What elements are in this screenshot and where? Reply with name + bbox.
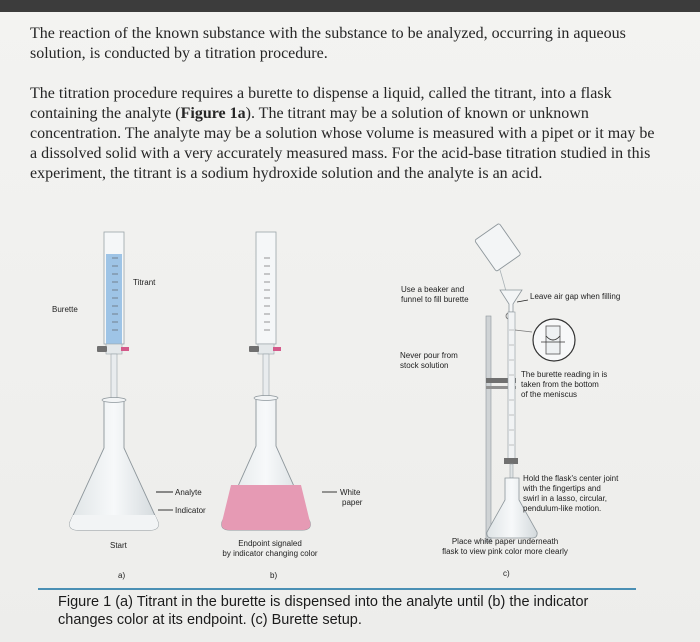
panel-label-b: b): [270, 571, 278, 580]
label-reading-2: taken from the bottom: [521, 380, 599, 389]
label-titrant: Titrant: [133, 278, 156, 287]
burette-c: [504, 312, 518, 478]
label-endpoint-1: Endpoint signaled: [238, 539, 302, 548]
label-neverpour-1: Never pour from: [400, 351, 458, 360]
label-airgap: Leave air gap when filling: [530, 292, 621, 301]
label-reading-3: of the meniscus: [521, 390, 578, 399]
pink-analyte-b: [222, 485, 311, 530]
label-place-2: flask to view pink color more clearly: [442, 547, 568, 556]
label-hold-4: pendulum-like motion.: [523, 504, 602, 513]
label-beaker-1: Use a beaker and: [401, 285, 465, 294]
titrant-liquid-a: [106, 254, 122, 344]
figure-reference: Figure 1a: [180, 105, 246, 122]
stopcock-b: [249, 346, 259, 352]
label-burette: Burette: [52, 305, 78, 314]
stopcock-a: [97, 346, 107, 352]
label-analyte: Analyte: [175, 488, 202, 497]
flask-b: [222, 396, 311, 531]
label-beaker-2: funnel to fill burette: [401, 295, 469, 304]
paragraph-text-cont: ). The titrant may be a solution of known or unknown concentration. The analyte may be a solution whose volume is measured with a pipet or it may be a dissolved solid with a very accurately measured mass. For the acid-base titration studied in this experiment, the titrant is a sodium hydroxide solution and the analyte is an acid.: [30, 105, 655, 182]
beaker-c: [475, 223, 521, 300]
label-neverpour-2: stock solution: [400, 361, 449, 370]
figure-caption: Figure 1 (a) Titrant in the burette is dispensed into the analyte until (b) the indicator changes color at its endpoint. (c) Burette setup.: [58, 594, 589, 628]
burette-a: [97, 232, 129, 402]
label-hold-3: swirl in a lasso, circular,: [523, 494, 608, 503]
panel-label-a: a): [118, 571, 126, 580]
burette-b: [249, 232, 281, 402]
funnel-c: [500, 290, 522, 312]
panel-label-c: c): [503, 569, 510, 578]
label-start: Start: [110, 541, 127, 550]
paragraph-intro: The reaction of the known substance with the substance to be analyzed, occurring in aqueous solution, is conducted by a titration procedure.: [30, 25, 626, 62]
label-hold-2: with the fingertips and: [523, 484, 601, 493]
label-hold-1: Hold the flask's center joint: [523, 474, 619, 483]
label-indicator: Indicator: [175, 506, 206, 515]
label-paper: paper: [342, 498, 363, 507]
flask-a: [70, 398, 159, 531]
meniscus-magnifier: [515, 319, 575, 361]
label-place-1: Place white paper underneath: [451, 537, 559, 546]
label-endpoint-2: by indicator changing color: [222, 549, 318, 558]
paragraph-text: The titration procedure requires a burette to dispense a liquid, called the titrant, into a flask containing the analyte (: [30, 85, 612, 122]
label-white: White: [340, 488, 361, 497]
caption-rule: [38, 588, 636, 590]
label-reading-1: The burette reading in is: [521, 370, 608, 379]
